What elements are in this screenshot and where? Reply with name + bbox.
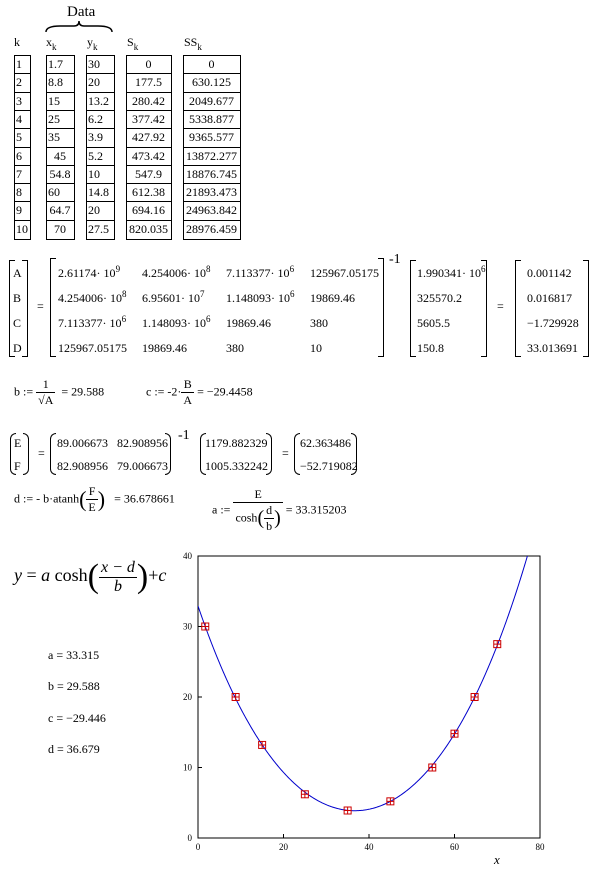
- y-tick-label: 0: [187, 833, 192, 843]
- header-ss: $SS_k$: [184, 35, 202, 52]
- var-F: F: [14, 459, 21, 473]
- matrix2-cell: 79.006673: [117, 459, 168, 473]
- table-cell: 64.7: [49, 203, 71, 218]
- table-row-divider: [14, 73, 30, 74]
- table-cell: 5338.877: [189, 111, 234, 126]
- table-cell: 9: [16, 203, 22, 218]
- table-cell: 8.8: [48, 75, 63, 90]
- table-cell: 25: [48, 111, 60, 126]
- table-row-divider: [126, 73, 171, 74]
- table-cell: 35: [48, 130, 60, 145]
- table-row-divider: [86, 147, 114, 148]
- matrix-cell: $1.148093\cdot 10^6$: [142, 314, 211, 330]
- table-cell: 24963.842: [186, 203, 237, 218]
- table-cell: 1.7: [48, 57, 63, 71]
- table-cell: 18876.745: [186, 166, 237, 181]
- data-point: [494, 641, 501, 648]
- matrix2-paren-left: [50, 433, 56, 475]
- table-cell: 14.8: [88, 185, 109, 200]
- table-cell: 20: [88, 75, 100, 90]
- table-cell: 2049.677: [189, 93, 234, 108]
- plot-frame: [198, 556, 540, 838]
- d-definition: d := - b·atanh( $\frac{F}{E}$ ) = 36.678661: [14, 484, 175, 514]
- c-definition: c := -2· $\frac{B}{A}$ = −29.4458: [146, 377, 253, 407]
- table-row-divider: [46, 110, 74, 111]
- var-C: C: [13, 316, 22, 330]
- x-tick-label: 0: [195, 842, 201, 852]
- table-cell: 3: [16, 93, 22, 108]
- result-a: a = 33.315: [48, 648, 100, 662]
- vars2-paren-right: [23, 433, 29, 475]
- matrix-cell: 380: [226, 341, 244, 355]
- result-bracket-right: [583, 260, 589, 357]
- table-cell: 8: [16, 185, 22, 200]
- matrix-cell: $6.95601\cdot 10^7$: [142, 289, 205, 305]
- table-cell: 694.16: [132, 203, 165, 218]
- table-cell: 13.2: [88, 93, 109, 108]
- y-tick-label: 30: [183, 621, 192, 632]
- matrix-cell: 19869.46: [226, 316, 271, 330]
- table-row-divider: [183, 73, 240, 74]
- data-point: [344, 807, 351, 814]
- table-cell: 54.8: [49, 166, 71, 181]
- fit-curve: [198, 548, 540, 811]
- rhs-cell: 325570.2: [417, 291, 462, 305]
- matrix2-cell: 82.908956: [57, 459, 108, 473]
- table-row-divider: [14, 110, 30, 111]
- data-point: [387, 798, 394, 805]
- table-row-divider: [126, 92, 171, 93]
- matrix-cell: $4.254006\cdot 10^8$: [142, 264, 211, 280]
- table-row-divider: [46, 201, 74, 202]
- table-cell: 21893.473: [186, 185, 237, 200]
- result-cell: 0.001142: [527, 266, 572, 280]
- table-row-divider: [14, 183, 30, 184]
- matrix-cell: 125967.05175: [58, 341, 127, 355]
- table-cell: 6.2: [88, 111, 103, 126]
- matrix-bracket-left: [50, 258, 56, 357]
- table-cell: 10: [16, 221, 28, 236]
- matrix-cell: 19869.46: [310, 291, 355, 305]
- table-row-divider: [183, 92, 240, 93]
- data-point: [451, 730, 458, 737]
- table-row-divider: [126, 110, 171, 111]
- table-row-divider: [183, 201, 240, 202]
- table-row-divider: [183, 220, 240, 221]
- a-definition: a := E cosh( $\frac{d}{b}$ ) = 33.315203: [212, 487, 347, 533]
- x-axis-label: x: [494, 852, 500, 867]
- matrix-cell: 125967.05175: [310, 266, 379, 280]
- result-equals: =: [497, 299, 504, 313]
- result-equals: =: [282, 446, 289, 460]
- data-point: [202, 623, 209, 630]
- table-cell: 377.42: [132, 111, 165, 126]
- data-point: [259, 741, 266, 748]
- result-cell: 33.013691: [527, 341, 578, 355]
- table-cell: 473.42: [132, 148, 165, 163]
- table-row-divider: [86, 183, 114, 184]
- table-cell: 1: [16, 57, 22, 71]
- table-row-divider: [86, 128, 114, 129]
- table-cell: 280.42: [132, 93, 165, 108]
- table-cell: 9365.577: [189, 130, 234, 145]
- table-row-divider: [86, 201, 114, 202]
- table-cell: 2: [16, 75, 22, 90]
- rhs-cell: 150.8: [417, 341, 444, 355]
- rhs2-cell: 1005.332242: [205, 459, 268, 473]
- table-row-divider: [183, 110, 240, 111]
- table-cell: 45: [54, 148, 66, 163]
- matrix-cell: $7.113377\cdot 10^6$: [226, 264, 295, 280]
- table-cell: 5: [16, 130, 22, 145]
- table-row-divider: [126, 220, 171, 221]
- var-A: A: [13, 266, 22, 280]
- model-formula: y = a cosh( $\frac{x - d}{b}$ )+c: [14, 558, 167, 595]
- matrix-cell: 10: [310, 341, 322, 355]
- rhs-cell: 5605.5: [417, 316, 450, 330]
- table-cell: 612.38: [132, 185, 165, 200]
- header-s: $S_k$: [127, 35, 139, 52]
- var-B: B: [13, 291, 22, 305]
- table-cell: 630.125: [192, 75, 231, 90]
- table-cell: 820.035: [129, 221, 168, 236]
- table-row-divider: [86, 165, 114, 166]
- x-tick-label: 40: [364, 842, 374, 852]
- y-tick-label: 10: [183, 762, 192, 773]
- table-row-divider: [86, 92, 114, 93]
- matrix-cell: $4.254006\cdot 10^8$: [58, 289, 127, 305]
- table-cell: 6: [16, 148, 22, 163]
- result-cell: −1.729928: [527, 316, 579, 330]
- matrix-cell: $2.61174\cdot 10^9$: [58, 264, 121, 280]
- var-D: D: [13, 341, 22, 355]
- vars-bracket-right: [22, 260, 28, 357]
- matrix-cell: 380: [310, 316, 328, 330]
- table-row-divider: [46, 165, 74, 166]
- header-k: k: [14, 35, 20, 49]
- table-row-divider: [14, 201, 30, 202]
- matrix2-cell: 82.908956: [117, 436, 168, 450]
- table-row-divider: [14, 147, 30, 148]
- table-cell: 177.5: [135, 75, 162, 90]
- result-bracket-left: [515, 260, 521, 357]
- table-row-divider: [183, 147, 240, 148]
- table-row-divider: [86, 220, 114, 221]
- matrix-cell: $7.113377\cdot 10^6$: [58, 314, 127, 330]
- table-row-divider: [46, 220, 74, 221]
- table-cell: 10: [88, 166, 100, 181]
- data-point: [429, 764, 436, 771]
- table-row-divider: [126, 201, 171, 202]
- table-cell: 60: [48, 185, 60, 200]
- result-b: b = 29.588: [48, 679, 100, 693]
- x-tick-label: 60: [450, 842, 459, 852]
- table-cell: 0: [145, 57, 152, 71]
- table-row-divider: [14, 92, 30, 93]
- table-cell: 30: [88, 57, 100, 71]
- table-cell: 4: [16, 111, 22, 126]
- matrix2-cell: 89.006673: [57, 436, 108, 450]
- table-cell: 427.92: [132, 130, 165, 145]
- table-cell: 5.2: [88, 148, 103, 163]
- result-c: c = −29.446: [48, 711, 106, 725]
- data-label: Data: [67, 4, 96, 20]
- table-row-divider: [14, 128, 30, 129]
- data-brace-icon: [44, 20, 114, 34]
- table-row-divider: [183, 183, 240, 184]
- table-cell: 28976.459: [186, 221, 237, 236]
- matrix-cell: $1.148093\cdot 10^6$: [226, 289, 295, 305]
- result2-cell: −52.719082: [300, 459, 358, 473]
- x-tick-label: 80: [535, 842, 545, 852]
- table-row-divider: [86, 73, 114, 74]
- y-tick-label: 20: [183, 692, 192, 702]
- header-x: $x_k$: [46, 35, 57, 52]
- table-cell: 27.5: [88, 221, 109, 236]
- table-row-divider: [126, 183, 171, 184]
- table-row-divider: [46, 147, 74, 148]
- result-cell: 0.016817: [527, 291, 572, 305]
- var-E: E: [14, 436, 22, 450]
- result-d: d = 36.679: [48, 742, 100, 756]
- equals-sign: =: [37, 299, 44, 313]
- table-cell: 0: [208, 57, 215, 71]
- data-point: [301, 791, 308, 798]
- table-cell: 70: [54, 221, 66, 236]
- table-row-divider: [183, 128, 240, 129]
- table-row-divider: [46, 128, 74, 129]
- table-row-divider: [86, 110, 114, 111]
- catenary-chart: [170, 548, 560, 868]
- table-row-divider: [46, 183, 74, 184]
- table-row-divider: [126, 147, 171, 148]
- x-tick-label: 20: [279, 842, 288, 852]
- table-cell: 15: [48, 93, 60, 108]
- table-cell: 7: [16, 166, 22, 181]
- table-row-divider: [14, 220, 30, 221]
- table-cell: 13872.277: [186, 148, 237, 163]
- result2-cell: 62.363486: [300, 436, 351, 450]
- inverse-exponent: -1: [389, 252, 401, 267]
- y-tick-label: 40: [183, 551, 192, 561]
- table-row-divider: [126, 165, 171, 166]
- table-row-divider: [183, 165, 240, 166]
- table-row-divider: [46, 92, 74, 93]
- equals-sign: =: [38, 446, 45, 460]
- table-cell: 20: [88, 203, 100, 218]
- rhs-cell: $1.990341\cdot 10^6$: [417, 264, 486, 280]
- data-point: [471, 694, 478, 701]
- b-definition: b := $\frac{1}{√A}$ = 29.588: [14, 377, 105, 407]
- rhs2-cell: 1179.882329: [205, 436, 268, 450]
- table-row-divider: [126, 128, 171, 129]
- table-cell: 547.9: [135, 166, 162, 181]
- table-row-divider: [14, 165, 30, 166]
- inverse-exponent: -1: [178, 428, 190, 443]
- table-row-divider: [46, 73, 74, 74]
- header-y: $y_k$: [87, 35, 98, 52]
- matrix-cell: 19869.46: [142, 341, 187, 355]
- table-cell: 3.9: [88, 130, 103, 145]
- rhs-bracket-left: [410, 260, 416, 357]
